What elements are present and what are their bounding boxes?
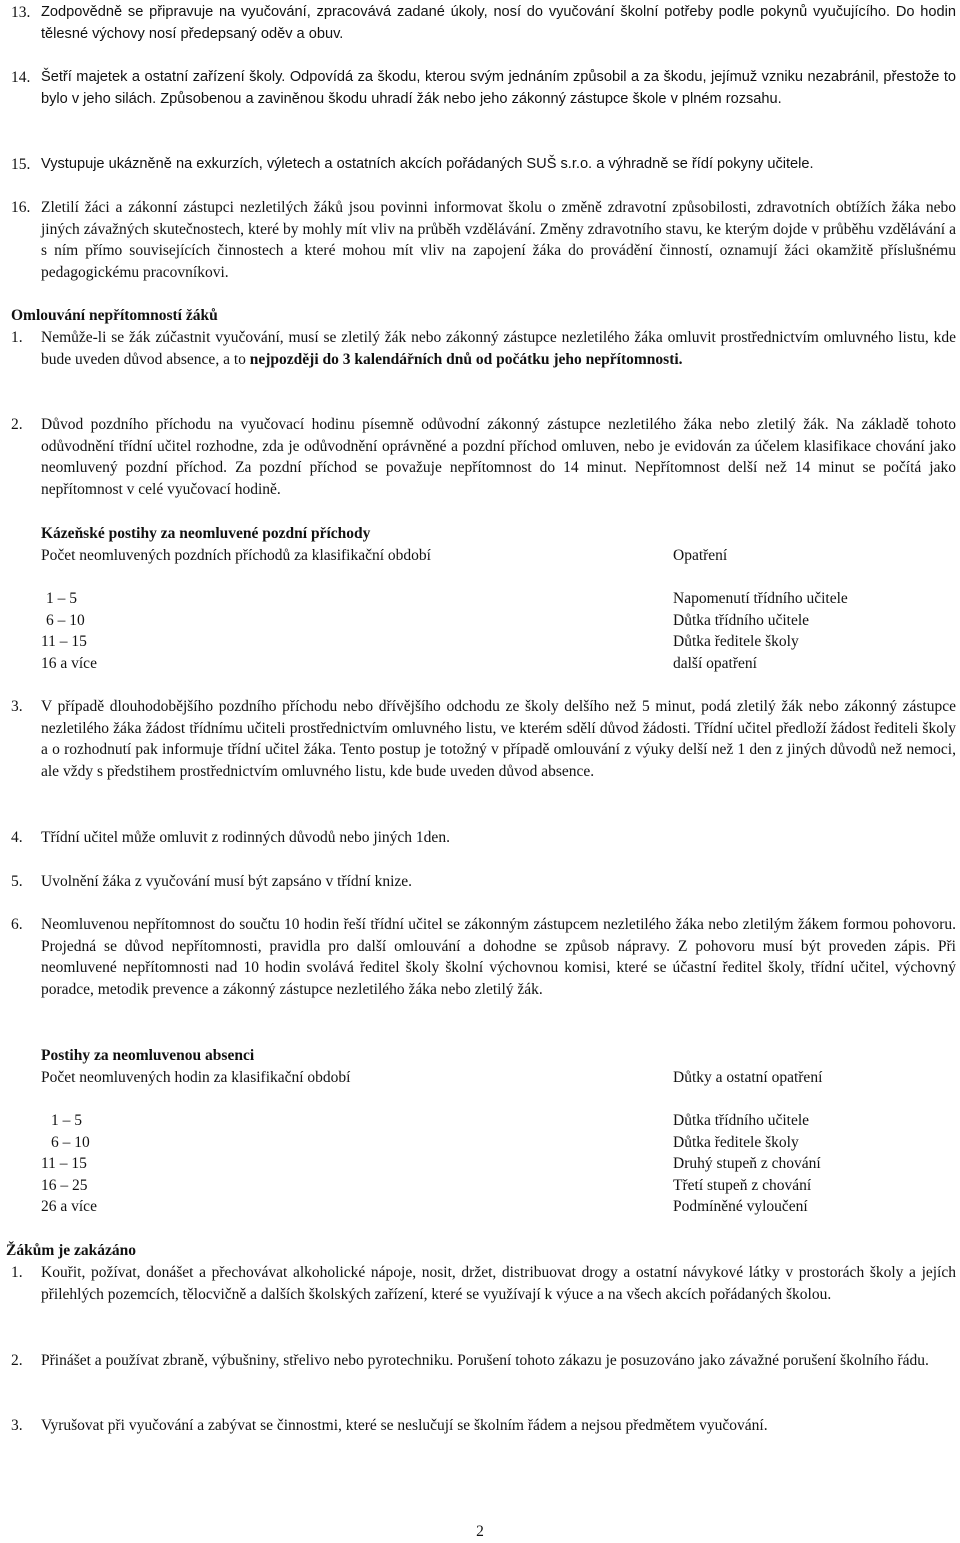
table-row (41, 1110, 941, 1132)
table-header-col2: Opatření (673, 547, 728, 564)
item-text (41, 67, 956, 110)
item-number: 2. (11, 1352, 23, 1369)
table-cell-measure: další opatření (673, 654, 757, 672)
omlouvani-item-3 (11, 696, 956, 782)
item-number: 15. (11, 156, 31, 173)
item-text: Neomluvenou nepřítomnost do součtu 10 hodin řeší třídní učitel se zákonným zástupcem nezletilého žáka nebo zletilým žákem formou pohovoru. Projedná se důvod nepřítomnosti, pravidla pro další omlouvání a dohodne se způsob nápravy. Z pohovoru musí být proveden zápis. Při neomluvené nepřítomnosti nad 10 hodin svolává ředitel školy školní výchovnou komisi, které se účastní ředitel školy, třídní učitel, výchovný poradce, metodik prevence a zákonný zástupce nezletilého žáka nebo zletilý žák. (41, 916, 956, 998)
table-cell-measure: Třetí stupeň z chování (673, 1176, 812, 1194)
rule-item-13 (11, 2, 956, 45)
table-cell-range: 1 – 5 (46, 590, 77, 607)
zakazano-item-1 (11, 1262, 956, 1305)
item-number: 3. (11, 698, 23, 715)
item-number: 5. (11, 873, 23, 890)
item-text-part: na exkurzích, výletech a ostatních akcích pořádaných (175, 156, 523, 172)
item-text: Zletilí žáci a zákonní zástupci nezletilých žáků jsou povinni informovat školu o změně zdravotní způsobilosti, zdravotních obtížích žáka nebo jiných závažných skutečnostech, které by mohly mít vliv na průběh vzdělávání. Změny zdravotního stavu, ke kterým dojde v průběhu vzdělávání a s ním přímo souvisejících činnostech a které mohou mít vliv na zapojení žáka do provádění činností, oznamují žáci okamžitě příslušnému pedagogickému pracovníkovi. (41, 199, 956, 281)
item-text: Třídní učitel může omluvit z rodinných důvodů nebo jiných 1den. (41, 829, 450, 846)
item-text: Důvod pozdního příchodu na vyučovací hodinu písemně odůvodní zákonný zástupce nezletilého žáka nebo zletilý žák. Na základě tohoto odůvodnění třídní učitel rozhodne, zda je odůvodnění oprávněné a pozdní příchod omluven, nebo je evidován za účelem klasifikace chování jako neomluvený pozdní příchod. Za pozdní příchod se považuje nepřítomnost do 14 minut. Nepřítomnost delší než 14 minut se počítá jako nepřítomnost v celé vyučovací hodině. (41, 416, 956, 498)
table-header-row (41, 545, 941, 567)
item-text: V případě dlouhodobějšího pozdního příchodu nebo dřívějšího odchodu ze školy delšího než 5 minut, podá zletilý žák nebo zákonný zástupce nezletilého žáka žádost třídnímu učiteli prostřednictvím omluvného listu, ve kterém sdělí důvod žádosti. Třídní učitel předloží žádost řediteli školy a o rozhodnutí pak informuje třídní učitel žáka. Tento postup je totožný v případě omlouvání z výuky delší než 1 den z jiných důvodů než nemoci, ale vždy s předstihem prostřednictvím omluvného listu, kde bude uveden důvod absence. (41, 698, 956, 780)
omlouvani-item-6 (11, 914, 956, 1000)
item-text: Vyrušovat při vyučování a zabývat se činnostmi, které se neslučují se školním řádem a nejsou předmětem vyučování. (41, 1417, 768, 1434)
table-header-col2: Důtky a ostatní opatření (673, 1069, 823, 1086)
item-number: 14. (11, 69, 31, 86)
item-number: 16. (11, 199, 31, 216)
table-cell-range: 11 – 15 (41, 1155, 87, 1172)
rule-item-16 (11, 197, 956, 283)
item-number: 1. (11, 1264, 23, 1281)
omlouvani-item-4 (11, 827, 956, 849)
table1-body (41, 588, 941, 674)
table-cell-range: 6 – 10 (46, 611, 85, 629)
item-text: Přinášet a používat zbraně, výbušniny, střelivo nebo pyrotechniku. Porušení tohoto zákazu je posuzováno jako závažné porušení školního řádu. (41, 1352, 929, 1369)
table-header-col1: Počet neomluvených hodin za klasifikační období (41, 1069, 351, 1086)
zakazano-item-3 (11, 1415, 956, 1437)
table1-header (41, 545, 941, 567)
section-heading-omlouvani: Omlouvání nepřítomností žáků (11, 307, 218, 324)
table-cell-measure: Podmíněné vyloučení (673, 1198, 808, 1215)
table-cell-range: 11 – 15 (41, 633, 87, 650)
table-row (41, 1132, 941, 1154)
item-text-part: a výhradně se řídí pokyny učitele. (596, 156, 814, 172)
item-number: 4. (11, 829, 23, 846)
item-text: Kouřit, požívat, donášet a přechovávat alkoholické nápoje, nosit, držet, distribuovat drogy a ostatní návykové látky v prostorách školy a jejích přilehlých pozemcích, tělocvičně a dalších školských zařízení, které se využívají k výuce a na všech akcích pořádaných školou. (41, 1264, 956, 1303)
table-row (41, 1175, 941, 1197)
table-cell-range: 16 – 25 (41, 1176, 88, 1194)
item-text: Uvolnění žáka z vyučování musí být zapsáno v třídní knize. (41, 873, 413, 890)
table-header-row (41, 1067, 941, 1089)
table-row (41, 631, 941, 653)
item-text: Zodpovědně se připravuje na vyučování, zpracovává zadané úkoly, nosí do vyučování školní potřeby podle pokynů vyučujícího. Do hodin tělesné výchovy nosí předepsaný oděv a obuv. (41, 4, 956, 42)
table-header-col1: Počet neomluvených pozdních příchodů za klasifikační období (41, 547, 431, 564)
table-row (41, 1153, 941, 1175)
item-number: 6. (11, 916, 23, 933)
item-number: 13. (11, 4, 31, 21)
item-text (41, 327, 956, 370)
table-row (41, 653, 941, 675)
table-cell-range: 6 – 10 (51, 1133, 90, 1151)
table-cell-range: 16 a více (41, 654, 97, 672)
table-cell-measure: Napomenutí třídního učitele (673, 590, 848, 607)
table-cell-measure: Druhý stupeň z chování (673, 1155, 821, 1172)
item-text-part: SUŠ s.r.o. (526, 156, 593, 172)
rule-item-14 (11, 67, 956, 110)
table-cell-measure: Důtka ředitele školy (673, 1133, 799, 1151)
item-number: 3. (11, 1417, 23, 1434)
item-text-part: Šetří majetek a ostatní zařízení školy. Odpovídá za škodu, kterou svým jednáním způsobil a za škodu, jejímuž vzniku nezabránil, přestože to bylo v jeho silách. (41, 69, 956, 107)
omlouvani-item-1 (11, 327, 956, 370)
table-cell-measure: Důtka třídního učitele (673, 611, 810, 629)
table-row (41, 610, 941, 632)
zakazano-item-2 (11, 1350, 956, 1372)
item-text-part: Vystupuje ukázněně (41, 156, 172, 172)
section-heading-zakazano: Žákům je zakázáno (6, 1242, 137, 1259)
item-text-part: Nemůže-li se žák zúčastnit vyučování, musí se zletilý žák nebo zákonný zástupce nezletilého žáka omluvit prostřednictvím omluvného listu, kde bude uveden důvod absence, a to (41, 329, 956, 368)
table-row (41, 1196, 941, 1218)
page-number: 2 (476, 1523, 484, 1540)
table-row (41, 588, 941, 610)
table2-header (41, 1067, 941, 1089)
item-number: 2. (11, 416, 23, 433)
table2-body (41, 1110, 941, 1218)
table1-heading: Kázeňské postihy za neomluvené pozdní příchody (41, 525, 371, 542)
table-cell-range: 1 – 5 (51, 1112, 82, 1129)
table-cell-measure: Důtka třídního učitele (673, 1112, 810, 1129)
omlouvani-item-2 (11, 414, 956, 500)
omlouvani-item-5 (11, 871, 956, 893)
item-text-bold: nejpozději do 3 kalendářních dnů od počátku jeho nepřítomnosti. (249, 350, 683, 368)
table-cell-range: 26 a více (41, 1198, 97, 1215)
item-text (41, 154, 956, 176)
table-cell-measure: Důtka ředitele školy (673, 633, 799, 650)
item-number: 1. (11, 329, 23, 346)
table2-heading: Postihy za neomluvenou absenci (41, 1047, 255, 1064)
rule-item-15 (11, 154, 956, 176)
item-text-part: Způsobenou a zaviněnou škodu uhradí žák nebo jeho zákonný zástupce škole v plném rozsahu. (160, 90, 782, 107)
